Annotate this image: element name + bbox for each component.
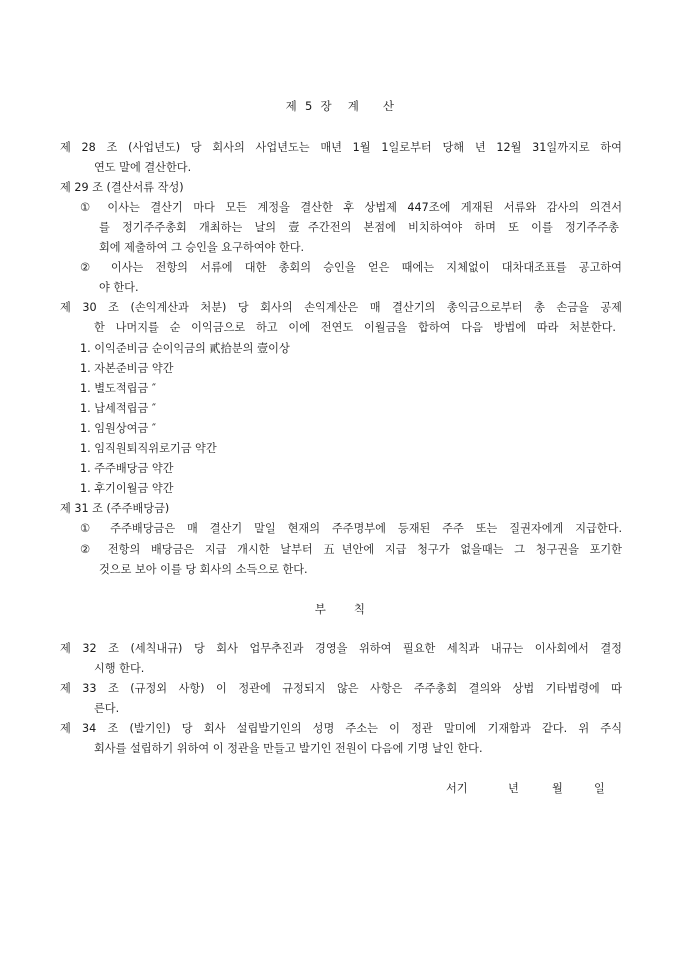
list-item: 1. 납세적립금 ″ <box>80 402 157 415</box>
list-item: 1. 자본준비금 약간 <box>80 362 174 375</box>
article-29-paragraph-1-line-3: 회에 제출하여 그 승인을 요구하여야 한다. <box>99 241 305 254</box>
article-29-paragraph-2-line-1: ② 이사는 전항의 서류에 대한 총회의 승인을 얻은 때에는 지체없이 대차대조표를 공고하여 <box>80 261 622 274</box>
list-item: 1. 후기이월금 약간 <box>80 482 174 495</box>
article-34-line-2: 회사를 설립하기 위하여 이 정관을 만들고 발기인 전원이 다음에 기명 날인 한다. <box>94 742 483 755</box>
article-32-line-1: 제 32 조 (세칙내규) 당 회사 업무추진과 경영을 위하여 필요한 세칙과 내규는 이사회에서 결정 <box>60 642 622 655</box>
article-29-paragraph-1-line-1: ① 이사는 결산기 마다 모든 계정을 결산한 후 상법제 447조에 게재된 서류와 감사의 의견서 <box>80 201 622 214</box>
article-30-line-1: 제 30 조 (손익계산과 처분) 당 회사의 손익계산은 매 결산기의 총익금으로부터 총 손금을 공제 <box>60 301 622 314</box>
article-34-line-1: 제 34 조 (발기인) 당 회사 설립발기인의 성명 주소는 이 정관 말미에 기재함과 같다. 위 주식 <box>60 722 622 735</box>
chapter-heading: 제 5 장 계 산 <box>285 99 395 113</box>
article-29-paragraph-2-line-2: 야 한다. <box>99 281 139 294</box>
date-month-label: 월 <box>552 782 563 795</box>
list-item: 1. 이익준비금 순이익금의 貳拾분의 壹이상 <box>80 342 290 355</box>
article-31-paragraph-1: ① 주주배당금은 매 결산기 말일 현재의 주주명부에 등재된 주주 또는 질권자에게 지급한다. <box>80 522 622 535</box>
article-32-line-2: 시행 한다. <box>94 662 145 675</box>
article-30-line-2: 한 나머지를 순 이익금으로 하고 이에 전연도 이월금을 합하여 다음 방법에 따라 처분한다. <box>94 321 616 334</box>
article-33-line-2: 른다. <box>94 702 120 715</box>
article-33-line-1: 제 33 조 (규정외 사항) 이 정관에 규정되지 않은 사항은 주주총회 결의와 상법 기타법령에 따 <box>60 682 622 695</box>
article-29-paragraph-1-line-2: 를 정기주주총회 개최하는 날의 壹주간전의 본점에 비치하여야 하며 또 이를 정기주주총 <box>99 221 619 234</box>
date-day-label: 일 <box>594 782 605 795</box>
supplementary-heading: 부 칙 <box>314 602 366 616</box>
list-item: 1. 임직원퇴직위로기금 약간 <box>80 442 217 455</box>
date-line <box>446 782 605 796</box>
article-31-paragraph-2-line-2: 것으로 보아 이를 당 회사의 소득으로 한다. <box>99 563 308 576</box>
article-31-title: 제 31 조 (주주배당금) <box>60 502 170 515</box>
article-28-line-1: 제 28 조 (사업년도) 당 회사의 사업년도는 매년 1월 1일로부터 당해 년 12월 31일까지로 하여 <box>60 141 622 154</box>
date-era-label: 서기 <box>446 782 468 795</box>
article-29-title: 제 29 조 (결산서류 작성) <box>60 181 184 194</box>
article-31-paragraph-2-line-1: ② 전항의 배당금은 지급 개시한 날부터 五년안에 지급 청구가 없을때는 그 청구권을 포기한 <box>80 543 622 556</box>
article-28-line-2: 연도 말에 결산한다. <box>94 161 192 174</box>
list-item: 1. 임원상여금 ″ <box>80 422 157 435</box>
date-year-label: 년 <box>508 782 519 795</box>
list-item: 1. 별도적립금 ″ <box>80 382 157 395</box>
list-item: 1. 주주배당금 약간 <box>80 462 174 475</box>
